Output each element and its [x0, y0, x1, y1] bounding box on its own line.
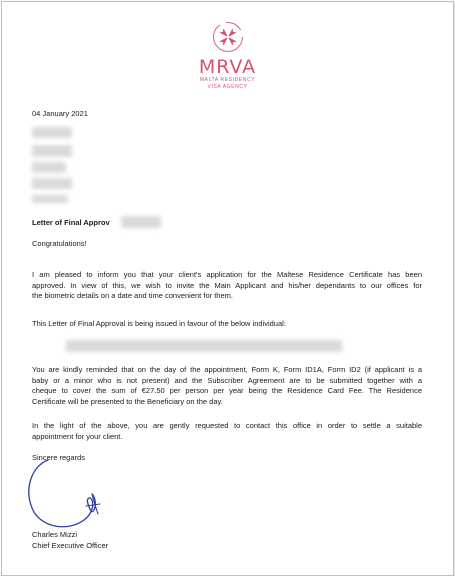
paragraph-line: Certificate will be presented to the Beneficiary on the day. [32, 396, 223, 406]
paragraph-line: appointment for your client. [32, 431, 123, 441]
agency-logo [0, 20, 455, 90]
redacted-individual-name [66, 340, 342, 352]
redacted-subject-remainder [121, 216, 161, 228]
paragraph-line: I am pleased to inform you that your client's application for the Maltese Residence Certificate has been [32, 270, 422, 279]
letter-subject: Letter of Final Approv [32, 218, 110, 227]
paragraph-issued-in-favour: This Letter of Final Approval is being issued in favour of the below individual: [32, 319, 286, 328]
paragraph-line: You are kindly reminded that on the day of the appointment, Form K, Form ID1A, Form ID2 (if applicant is a [32, 365, 422, 374]
agency-subline-2: VISA AGENCY [207, 83, 248, 90]
redacted-address-line [32, 178, 72, 189]
paragraph-approval [32, 270, 422, 302]
paragraph-contact-request [32, 421, 422, 442]
signer-title: Chief Executive Officer [32, 541, 109, 550]
paragraph-line: In the light of the above, you are gently requested to contact this office in order to settle a suitable [32, 421, 422, 430]
redacted-address-line [32, 162, 66, 173]
maltese-cross-emblem-icon [211, 20, 245, 54]
paragraph-line: baby or a minor who is not present) and the Subscriber Agreement are to be submitted together with a [32, 375, 422, 385]
paragraph-line: cheque to cover the sum of €27.50 per person per year being the Residence Card Fee. The Residence [32, 386, 422, 395]
letter-closing: Sincere regards [32, 453, 85, 462]
redacted-address-line [32, 195, 68, 203]
handwritten-signature [26, 452, 116, 542]
agency-subline-1: MALTA RESIDENCY [199, 77, 256, 83]
paragraph-line: the biometric details on a date and time convenient for them. [32, 291, 233, 300]
redacted-address-line [32, 127, 72, 138]
letter-date: 04 January 2021 [32, 109, 88, 118]
agency-name: MRVA [198, 56, 257, 78]
letter-greeting: Congratulations! [32, 239, 87, 248]
paragraph-line: approved. In view of this, we wish to invite the Main Applicant and his/her dependants to our offices for [32, 280, 422, 290]
redacted-address-line [32, 145, 72, 157]
signer-name: Charles Mizzi [32, 530, 78, 539]
paragraph-appointment-reminder [32, 365, 422, 407]
